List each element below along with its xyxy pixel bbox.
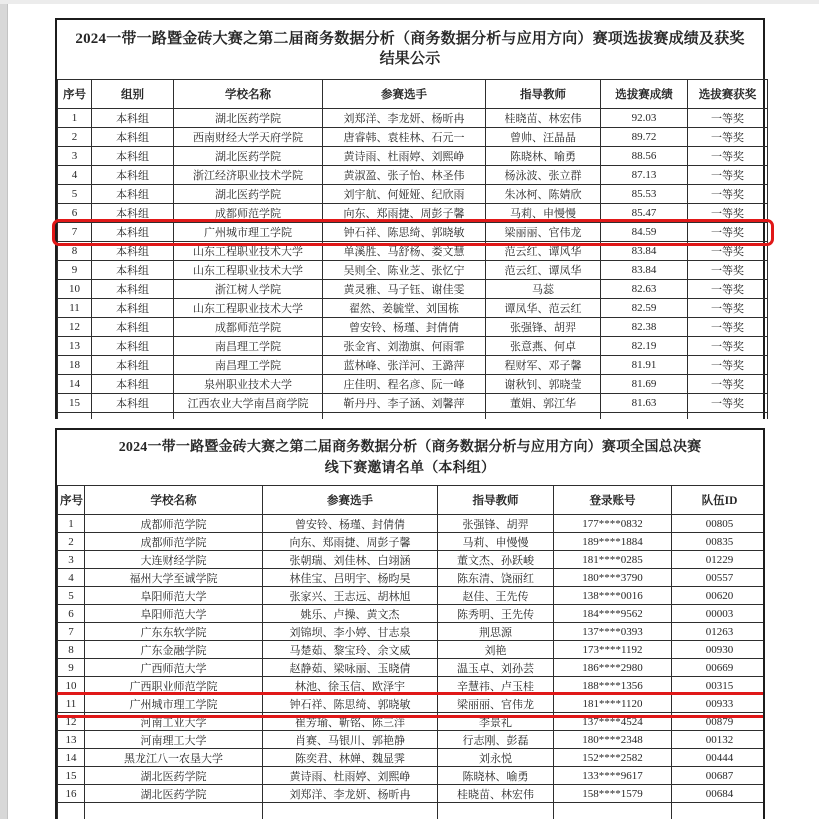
cell-empty [601,412,688,419]
cell-seq: 5 [58,587,85,605]
cell-teachers: 行志刚、彭磊 [438,731,554,749]
cell-seq: 2 [58,533,85,551]
cell-players: 崔芳瑜、靳铭、陈三洋 [263,713,438,731]
cell-award: 一等奖 [688,203,768,222]
table-row [58,641,766,659]
cell-teachers: 李景礼 [438,713,554,731]
column-header: 队伍ID [672,486,766,515]
cell-players: 翟然、姜毓堂、刘国栋 [323,298,486,317]
table-row [58,279,768,298]
table2-title [57,430,763,485]
preliminary-results-table [57,79,768,420]
cell-players: 蓝林峰、张洋河、王潞萍 [323,355,486,374]
cell-players: 向东、郑雨捷、周彭子馨 [263,533,438,551]
column-header: 指导教师 [438,486,554,515]
cell-players: 庄佳明、程名彦、阮一峰 [323,374,486,393]
cell-score: 81.63 [601,393,688,412]
column-header: 选拔赛成绩 [601,79,688,108]
cell-players: 刘郑洋、李龙妍、杨昕冉 [263,785,438,803]
cell-award: 一等奖 [688,222,768,241]
cell-award: 一等奖 [688,374,768,393]
cell-score: 81.91 [601,355,688,374]
cell-school: 广西师范大学 [85,659,263,677]
cell-seq: 13 [58,731,85,749]
cell-school: 山东工程职业技术大学 [174,241,323,260]
cell-group: 本科组 [92,355,174,374]
cell-award: 一等奖 [688,298,768,317]
cell-players: 黄诗雨、杜雨婷、刘熙峥 [263,767,438,785]
cell-school: 大连财经学院 [85,551,263,569]
cell-seq: 16 [58,785,85,803]
cell-score: 85.47 [601,203,688,222]
cell-teachers: 刘永悦 [438,749,554,767]
cell-score: 83.84 [601,260,688,279]
table-row [58,569,766,587]
cell-school: 湖北医药学院 [174,146,323,165]
cell-players: 刘宇航、何娅娅、纪欣雨 [323,184,486,203]
column-header: 参赛选手 [263,486,438,515]
cell-players: 张朝瑞、刘佳林、白翊涵 [263,551,438,569]
cell-school: 黑龙江八一农垦大学 [85,749,263,767]
cell-teachers: 程财军、邓子馨 [486,355,601,374]
table-row [58,695,766,713]
cell-score: 88.56 [601,146,688,165]
cell-team_id: 00930 [672,641,766,659]
cell-school: 湖北医药学院 [174,108,323,127]
cell-teachers: 梁丽丽、官伟龙 [486,222,601,241]
cell-team_id: 00620 [672,587,766,605]
cell-players: 曾安铃、杨瑾、封倩倩 [323,317,486,336]
column-header: 序号 [58,486,85,515]
table-row [58,767,766,785]
cell-score: 82.38 [601,317,688,336]
cell-school: 广东东软学院 [85,623,263,641]
cell-score: 82.63 [601,279,688,298]
viewer-top-edge [0,0,819,4]
table2-body [58,515,766,819]
column-header: 组别 [92,79,174,108]
cell-players: 靳丹丹、李子涵、刘馨萍 [323,393,486,412]
cell-school: 成都师范学院 [174,317,323,336]
header-row [58,486,766,515]
cell-account: 180****3790 [554,569,672,587]
cell-score: 89.72 [601,127,688,146]
cell-seq: 3 [58,146,92,165]
table-row [58,551,766,569]
cell-seq: 11 [58,298,92,317]
cell-school: 福州大学至诚学院 [85,569,263,587]
table-row [58,587,766,605]
cell-seq: 7 [58,222,92,241]
cell-account: 180****2348 [554,731,672,749]
table-row [58,393,768,412]
cell-seq: 4 [58,569,85,587]
table1-title: 2024一带一路暨金砖大赛之第二届商务数据分析（商务数据分析与应用方向）赛项选拔赛成绩及获奖结果公示 [75,31,745,67]
table-row [58,731,766,749]
table-row [58,203,768,222]
column-header: 指导教师 [486,79,601,108]
cell-players: 向东、郑雨捷、周彭子馨 [323,203,486,222]
cell-teachers: 陈秀明、王先传 [438,605,554,623]
cell-seq: 3 [58,551,85,569]
cell-group: 本科组 [92,108,174,127]
cell-school: 广州城市理工学院 [174,222,323,241]
cell-account: 184****9562 [554,605,672,623]
cell-group: 本科组 [92,336,174,355]
column-header: 参赛选手 [323,79,486,108]
cell-seq: 14 [58,374,92,393]
cell-teachers: 马蕊 [486,279,601,298]
table-row [58,785,766,803]
cell-players: 刘郑洋、李龙妍、杨昕冉 [323,108,486,127]
cell-award: 一等奖 [688,184,768,203]
cell-teachers: 辛慧祎、卢玉桂 [438,677,554,695]
cell-school: 浙江树人学院 [174,279,323,298]
cell-award: 一等奖 [688,279,768,298]
cell-players: 肖赛、马银川、郭艳静 [263,731,438,749]
cell-seq: 15 [58,767,85,785]
finals-invitation-table [57,485,765,819]
cell-empty [672,803,766,819]
cell-players: 赵静茹、梁咏丽、玉晓倩 [263,659,438,677]
cell-school: 成都师范学院 [85,515,263,533]
cell-players: 黄灵雅、马子钰、谢佳雯 [323,279,486,298]
cell-seq: 18 [58,355,92,374]
cell-account: 152****2582 [554,749,672,767]
cell-award: 一等奖 [688,393,768,412]
cell-score: 81.69 [601,374,688,393]
cell-seq: 1 [58,515,85,533]
cell-award: 一等奖 [688,317,768,336]
table-row [58,165,768,184]
cell-group: 本科组 [92,184,174,203]
cell-players: 刘锦坝、李小婷、甘志泉 [263,623,438,641]
cell-award: 一等奖 [688,146,768,165]
cell-score: 83.84 [601,241,688,260]
cell-team_id: 01229 [672,551,766,569]
cell-team_id: 00835 [672,533,766,551]
cell-teachers: 陈晓林、喻勇 [486,146,601,165]
cell-group: 本科组 [92,165,174,184]
cell-account: 181****0285 [554,551,672,569]
cell-school: 广州城市理工学院 [85,695,263,713]
table-row [58,533,766,551]
viewer-left-edge [0,0,8,819]
cell-empty [92,412,174,419]
cell-players: 曾安铃、杨瑾、封倩倩 [263,515,438,533]
preliminary-results-sheet [55,18,765,419]
cell-players: 钟石祥、陈思绮、郭晓敏 [263,695,438,713]
cell-school: 广西职业师范学院 [85,677,263,695]
cell-school: 江西农业大学南昌商学院 [174,393,323,412]
cell-group: 本科组 [92,298,174,317]
cell-award: 一等奖 [688,241,768,260]
cell-seq: 12 [58,317,92,336]
cell-players: 姚乐、卢操、黄文杰 [263,605,438,623]
column-header: 序号 [58,79,92,108]
table-row [58,659,766,677]
cell-school: 西南财经大学天府学院 [174,127,323,146]
cell-teachers: 董文杰、孙跃峻 [438,551,554,569]
cell-seq: 6 [58,203,92,222]
cell-group: 本科组 [92,317,174,336]
cell-seq: 6 [58,605,85,623]
cell-teachers: 桂晓苗、林宏伟 [486,108,601,127]
cell-empty [323,412,486,419]
cell-teachers: 张意燕、何卓 [486,336,601,355]
cell-account: 137****4524 [554,713,672,731]
cell-teachers: 谢秋钊、郭晓莹 [486,374,601,393]
cell-award: 一等奖 [688,355,768,374]
cell-group: 本科组 [92,393,174,412]
cell-team_id: 00444 [672,749,766,767]
cell-school: 成都师范学院 [174,203,323,222]
cell-empty [85,803,263,819]
table-row [58,184,768,203]
cell-award: 一等奖 [688,336,768,355]
cell-seq: 8 [58,241,92,260]
cell-teachers: 桂晓苗、林宏伟 [438,785,554,803]
cell-school: 河南理工大学 [85,731,263,749]
cell-teachers: 范云红、谭风华 [486,241,601,260]
cell-school: 阜阳师范大学 [85,587,263,605]
cell-players: 陈奕君、林婵、魏显霁 [263,749,438,767]
table-row [58,108,768,127]
cell-teachers: 马莉、申慢慢 [438,533,554,551]
cell-seq: 5 [58,184,92,203]
cell-account: 188****1356 [554,677,672,695]
cell-seq: 1 [58,108,92,127]
cell-seq: 15 [58,393,92,412]
table-row [58,374,768,393]
cell-team_id: 00669 [672,659,766,677]
cell-empty [438,803,554,819]
cell-team_id: 01263 [672,623,766,641]
cell-school: 湖北医药学院 [85,785,263,803]
column-header: 登录账号 [554,486,672,515]
cell-team_id: 00933 [672,695,766,713]
cell-players: 张金宵、刘渤旗、何雨霏 [323,336,486,355]
cell-seq: 10 [58,677,85,695]
cell-score: 92.03 [601,108,688,127]
cell-seq: 13 [58,336,92,355]
cell-group: 本科组 [92,241,174,260]
cell-team_id: 00315 [672,677,766,695]
cell-account: 189****1884 [554,533,672,551]
cell-empty [554,803,672,819]
cell-group: 本科组 [92,260,174,279]
table-row [58,241,768,260]
cell-team_id: 00687 [672,767,766,785]
cell-empty [58,803,85,819]
cell-players: 黄淑盈、张子怡、林圣伟 [323,165,486,184]
cell-seq: 8 [58,641,85,659]
cell-team_id: 00879 [672,713,766,731]
column-header: 选拔赛获奖 [688,79,768,108]
table-row [58,749,766,767]
cell-teachers: 曾帅、汪晶晶 [486,127,601,146]
cell-school: 阜阳师范大学 [85,605,263,623]
cell-score: 85.53 [601,184,688,203]
table-row [58,515,766,533]
table-row [58,677,766,695]
cell-score: 82.19 [601,336,688,355]
cell-players: 马楚茹、黎宝玲、余文威 [263,641,438,659]
table-row [58,146,768,165]
cell-group: 本科组 [92,146,174,165]
table-row [58,260,768,279]
cell-school: 山东工程职业技术大学 [174,298,323,317]
cell-players: 唐睿韩、袁桂林、石元一 [323,127,486,146]
cell-teachers: 马莉、申慢慢 [486,203,601,222]
cell-teachers: 刘艳 [438,641,554,659]
cell-group: 本科组 [92,374,174,393]
cell-account: 173****1192 [554,641,672,659]
cell-account: 186****2980 [554,659,672,677]
cell-teachers: 谭凤华、范云红 [486,298,601,317]
cell-empty [58,412,92,419]
cell-group: 本科组 [92,203,174,222]
cell-seq: 7 [58,623,85,641]
cell-teachers: 董娟、郭江华 [486,393,601,412]
cell-account: 158****1579 [554,785,672,803]
cell-account: 133****9617 [554,767,672,785]
cell-account: 181****1120 [554,695,672,713]
cell-award: 一等奖 [688,165,768,184]
column-header: 学校名称 [174,79,323,108]
cell-empty [263,803,438,819]
table-row [58,298,768,317]
cell-team_id: 00805 [672,515,766,533]
cell-empty [174,412,323,419]
table-row [58,222,768,241]
header-row [58,79,768,108]
cell-teachers: 赵佳、王先传 [438,587,554,605]
cell-team_id: 00684 [672,785,766,803]
cell-seq: 2 [58,127,92,146]
cell-account: 137****0393 [554,623,672,641]
cell-players: 张家兴、王志远、胡林旭 [263,587,438,605]
cell-award: 一等奖 [688,260,768,279]
cell-players: 林池、徐玉信、欧泽宇 [263,677,438,695]
cell-score: 82.59 [601,298,688,317]
cell-players: 吴则全、陈业芝、张忆宁 [323,260,486,279]
cell-team_id: 00557 [672,569,766,587]
cell-school: 河南工业大学 [85,713,263,731]
cell-seq: 9 [58,659,85,677]
table2-title-line2: 线下赛邀请名单（本科组） [324,461,496,476]
cell-group: 本科组 [92,279,174,298]
cell-school: 成都师范学院 [85,533,263,551]
cell-teachers: 张强锋、胡羿 [486,317,601,336]
table-row [58,623,766,641]
cell-empty [688,412,768,419]
cropped-row [58,803,766,819]
cell-players: 黄诗雨、杜雨婷、刘熙峥 [323,146,486,165]
table1-body [58,108,768,419]
cell-players: 单溪胜、马舒杨、娄文慧 [323,241,486,260]
cell-school: 南昌理工学院 [174,336,323,355]
cell-teachers: 陈东清、饶丽红 [438,569,554,587]
cell-account: 138****0016 [554,587,672,605]
cell-teachers: 杨泳波、张立群 [486,165,601,184]
cell-score: 84.59 [601,222,688,241]
table2-title-line1: 2024一带一路暨金砖大赛之第二届商务数据分析（商务数据分析与应用方向）赛项全国总决赛 [118,440,702,455]
cell-team_id: 00003 [672,605,766,623]
cell-school: 浙江经济职业技术学院 [174,165,323,184]
cell-award: 一等奖 [688,108,768,127]
table-row [58,713,766,731]
cell-account: 177****0832 [554,515,672,533]
cell-teachers: 张强锋、胡羿 [438,515,554,533]
cell-school: 泉州职业技术大学 [174,374,323,393]
cell-group: 本科组 [92,222,174,241]
cell-teachers: 范云红、谭凤华 [486,260,601,279]
cell-teachers: 荆思源 [438,623,554,641]
cell-school: 湖北医药学院 [85,767,263,785]
cell-school: 山东工程职业技术大学 [174,260,323,279]
table-row [58,336,768,355]
cell-seq: 12 [58,713,85,731]
cell-seq: 10 [58,279,92,298]
cell-group: 本科组 [92,127,174,146]
finals-invitation-sheet [55,428,765,819]
cell-school: 湖北医药学院 [174,184,323,203]
cell-teachers: 陈晓林、喻勇 [438,767,554,785]
cell-teachers: 温玉卓、刘孙芸 [438,659,554,677]
cell-teachers: 梁丽丽、官伟龙 [438,695,554,713]
cell-seq: 4 [58,165,92,184]
cell-school: 南昌理工学院 [174,355,323,374]
cell-players: 林佳宝、吕明宇、杨昀昊 [263,569,438,587]
cell-seq: 11 [58,695,85,713]
cell-award: 一等奖 [688,127,768,146]
cell-teachers: 朱冰柯、陈婧欣 [486,184,601,203]
table-row [58,127,768,146]
cell-team_id: 00132 [672,731,766,749]
cell-seq: 9 [58,260,92,279]
cropped-row [58,412,768,419]
cell-seq: 14 [58,749,85,767]
table-row [58,355,768,374]
table-row [58,605,766,623]
table-row [58,317,768,336]
cell-score: 87.13 [601,165,688,184]
column-header: 学校名称 [85,486,263,515]
cell-players: 钟石祥、陈思绮、郭晓敏 [323,222,486,241]
cell-school: 广东金融学院 [85,641,263,659]
cell-empty [486,412,601,419]
